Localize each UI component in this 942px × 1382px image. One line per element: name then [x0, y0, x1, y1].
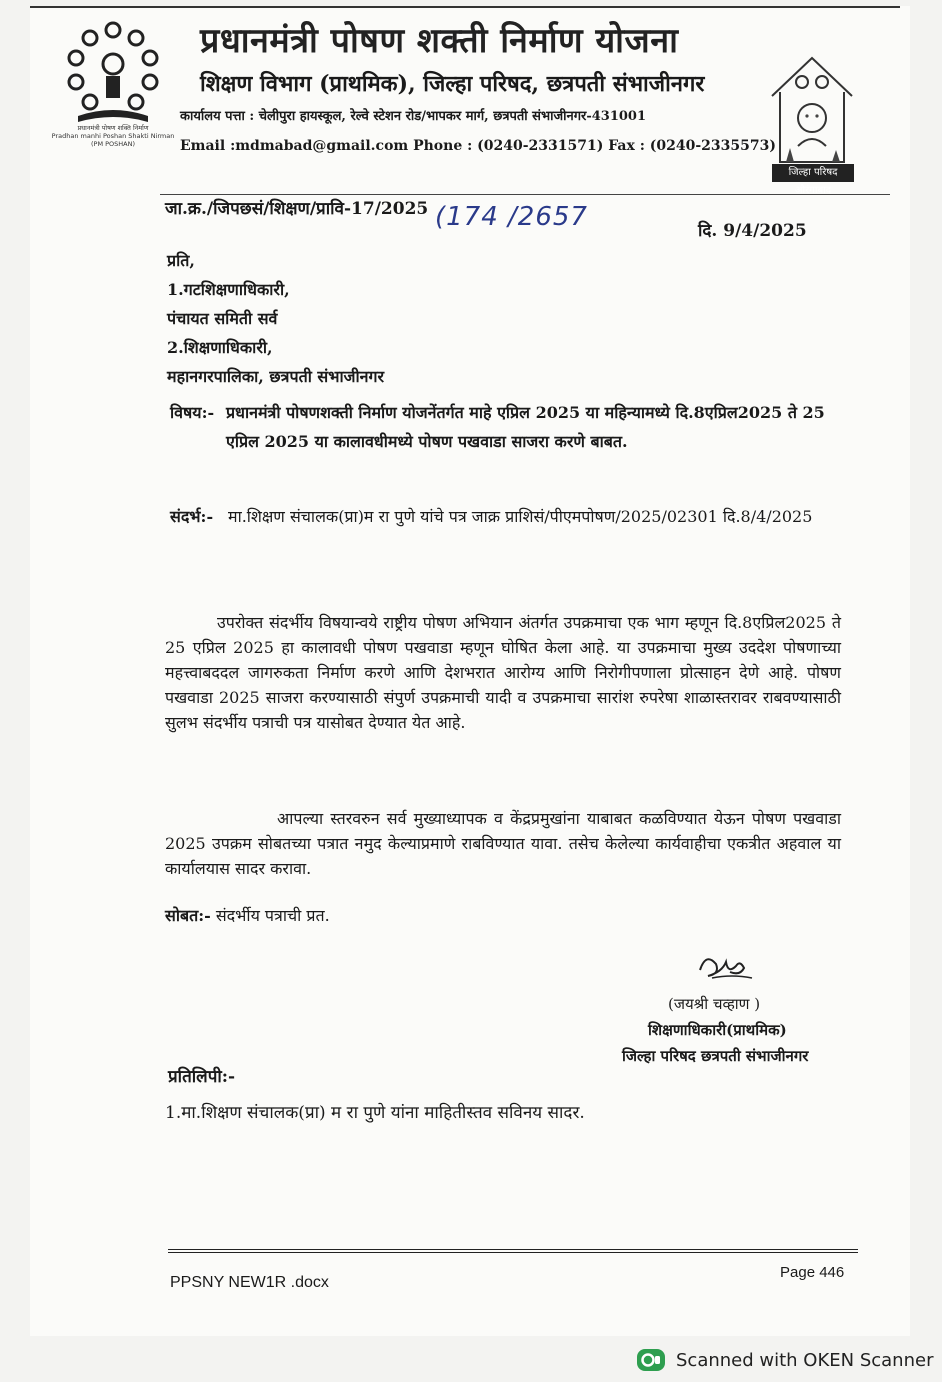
signatory-office: जिल्हा परिषद छत्रपती संभाजीनगर	[622, 1047, 809, 1065]
reference-number: जा.क्र./जिपछसं/शिक्षण/प्रावि-17/2025	[165, 199, 429, 219]
handwritten-signature	[690, 948, 760, 988]
enclosure-label: सोबत:-	[165, 906, 211, 925]
recipients-block	[167, 246, 384, 391]
logo-caption-line: Pradhan manhi Poshan Shakti Nirman	[51, 132, 175, 140]
reference-text: मा.शिक्षण संचालक(प्रा)म रा पुणे यांचे पत्र जाक्र प्राशिसं/पीएमपोषण/2025/02301 दि.8/4/2025	[228, 507, 813, 526]
logo-caption-line: प्रधानमंत्री पोषण शक्ति निर्माण	[77, 124, 149, 132]
logo-caption	[38, 124, 188, 148]
recipient-line: महानगरपालिका, छत्रपती संभाजीनगर	[167, 367, 385, 386]
header-address: कार्यालय पत्ता : चेलीपुरा हायस्कूल, रेल्वे स्टेशन रोड/भापकर मार्ग, छत्रपती संभाजीनगर-431001	[180, 109, 647, 124]
copy-line: 1.मा.शिक्षण संचालक(प्रा) म रा पुणे यांना माहितीस्तव सविनय सादर.	[165, 1103, 585, 1123]
letter-page	[30, 6, 910, 1336]
footer-divider	[168, 1249, 858, 1253]
subject-block	[170, 398, 830, 456]
top-rule	[30, 6, 900, 8]
body-paragraph-2: आपल्या स्तरवरुन सर्व मुख्याध्यापक व केंद्रप्रमुखांना याबाबत कळविण्यात येऊन पोषण पखवाडा 2025 उपक्रम सोबतच्या पत्रात नमुद केल्याप्रमाणे राबविण्यात यावा. तसेच केलेल्या कार्यवाहीचा एकत्रीत अहवाल या कार्यालयास सादर करावा.	[165, 809, 841, 878]
header-contact: Email :mdmabad@gmail.com Phone : (0240-2331571) Fax : (0240-2335573)	[180, 138, 776, 154]
body-paragraph-1: उपरोक्त संदर्भीय विषयान्वये राष्ट्रीय पोषण अभियान अंतर्गत उपक्रमाचा एक भाग म्हणून दि.8एप्रिल2025 ते 25 एप्रिल 2025 हा कालावधी पोषण पखवाडा म्हणून घोषित केला आहे. या उपक्रमाचा मुख्य उददेश पोषणाच्या महत्त्वाबददल जागरुकता निर्माण करणे आणि देशभरात आरोग्य आणि निरोगीपणाला प्रोत्साहन देणे आहे. पोषण पखवाडा 2025 साजरा करण्यासाठी संपुर्ण उपक्रमाची यादी व उपक्रमाचा सारांश रुपरेषा शाळास्तरावर राबवण्यासाठी सुलभ संदर्भीय पत्राची पत्र यासोबत देण्यात येत आहे.	[165, 613, 841, 732]
scanner-watermark	[636, 1348, 933, 1372]
header-title: प्रधानमंत्री पोषण शक्ती निर्माण योजना	[200, 21, 679, 61]
footer-filename: PPSNY NEW1R .docx	[170, 1274, 329, 1291]
header-divider	[160, 194, 890, 195]
logo-caption-line: (PM POSHAN)	[90, 140, 136, 148]
scanner-label: Scanned with OKEN Scanner	[676, 1349, 934, 1371]
subject-label: विषय:-	[170, 403, 215, 422]
reference-block	[170, 502, 830, 531]
signatory-name: (जयश्री चव्हाण )	[668, 995, 761, 1013]
handwritten-inward-number: (174 /2657	[435, 202, 588, 232]
enclosure-line	[165, 904, 330, 926]
recipients-prefix: प्रति,	[167, 251, 195, 270]
oken-scanner-icon	[636, 1348, 666, 1372]
recipient-line: 1.गटशिक्षणाधिकारी,	[167, 280, 290, 299]
copy-label: प्रतिलिपी:-	[168, 1067, 236, 1087]
recipient-line: 2.शिक्षणाधिकारी,	[167, 338, 273, 357]
letter-date: दि. 9/4/2025	[698, 221, 807, 241]
header-subtitle: शिक्षण विभाग (प्राथमिक), जिल्हा परिषद, छत्रपती संभाजीनगर	[200, 71, 705, 97]
recipient-line: पंचायत समिती सर्व	[167, 309, 278, 328]
footer-page-number: Page 446	[780, 1264, 845, 1281]
reference-label: संदर्भ:-	[170, 507, 214, 526]
zilla-parishad-label: जिल्हा परिषद औरंगाबाद	[772, 164, 854, 182]
enclosure-text: संदर्भीय पत्राची प्रत.	[215, 906, 330, 925]
signatory-designation: शिक्षणाधिकारी(प्राथमिक)	[648, 1021, 787, 1039]
subject-text: प्रधानमंत्री पोषणशक्ती निर्माण योजनेंतर्गत माहे एप्रिल 2025 या महिन्यामध्ये दि.8एप्रिल2025 ते 25 एप्रिल 2025 या कालावधीमध्ये पोषण पखवाडा साजरा करणे बाबत.	[226, 403, 825, 451]
